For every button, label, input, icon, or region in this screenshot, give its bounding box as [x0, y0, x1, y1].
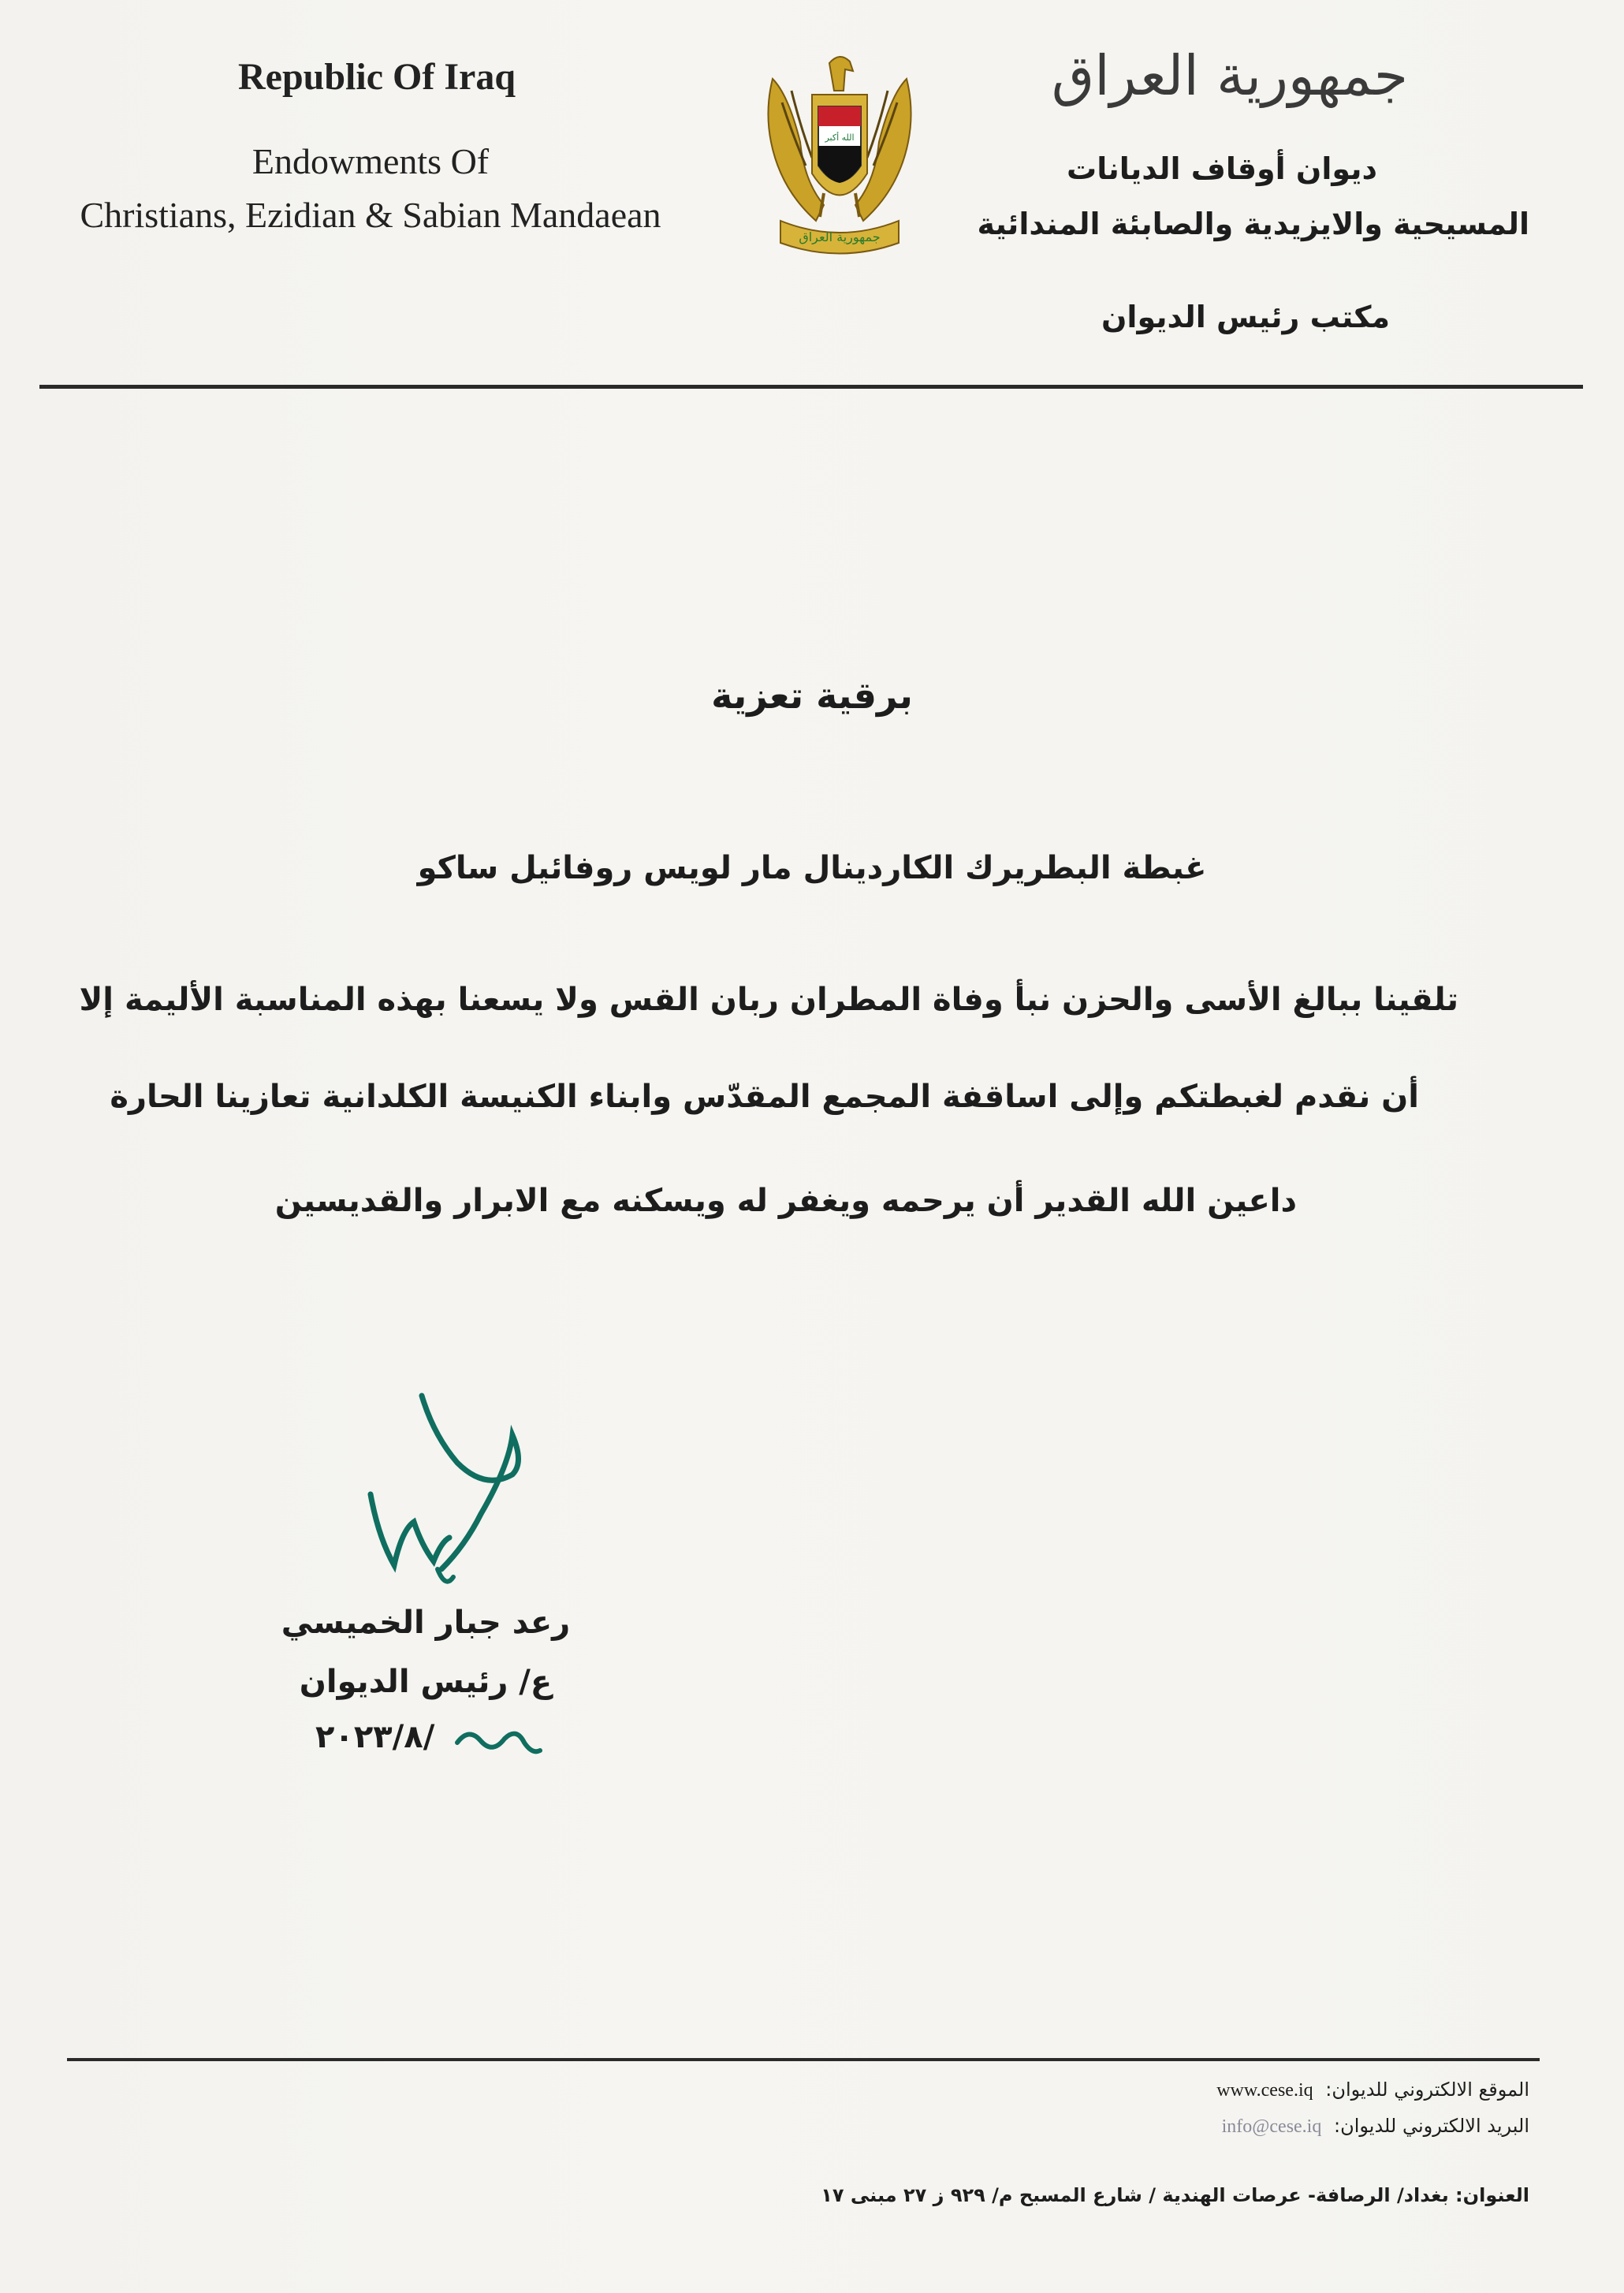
date-day-handwritten	[449, 1719, 544, 1766]
header-en-title: Republic Of Iraq	[237, 56, 516, 98]
header-divider	[39, 385, 1583, 389]
footer-email-row	[1088, 2115, 1529, 2146]
signatory-name: رعد جبار الخميسي	[281, 1605, 571, 1641]
signatory-title: ع/ رئيس الديوان	[299, 1664, 553, 1700]
footer-email-label: البريد الالكتروني للديوان:	[1334, 2115, 1529, 2137]
letter-body-line3: داعين الله القدير أن يرحمه ويغفر له ويسكنه مع الابرار والقديسين	[274, 1183, 1297, 1219]
footer-address: العنوان: بغداد/ الرصافة- عرصات الهندية / شارع المسبح م/ ٩٢٩ ز ٢٧ مبنى ١٧	[821, 2184, 1529, 2206]
header-en-line2: Christians, Ezidian & Sabian Mandaean	[80, 195, 661, 235]
footer-website[interactable]: www.cese.iq	[1216, 2080, 1313, 2101]
signature-date: ٢٠٢٣/٨/	[315, 1719, 435, 1755]
iraq-emblem-icon	[757, 47, 922, 268]
header-ar-title: جمهورية العراق	[1051, 43, 1409, 108]
letter-recipient: غبطة البطريرك الكاردينال مار لويس روفائيل ساكو	[417, 850, 1207, 886]
letter-body-line1: تلقينا ببالغ الأسى والحزن نبأ وفاة المطران ربان القس ولا يسعنا بهذه المناسبة الأليمة إلا	[79, 982, 1458, 1018]
emblem-flag-text: الله أكبر	[825, 132, 855, 143]
footer-email[interactable]: info@cese.iq	[1221, 2116, 1322, 2137]
header-ar-line1: ديوان أوقاف الديانات	[1067, 151, 1377, 186]
header-ar-line2: المسيحية والايزيدية والصابئة المندائية	[977, 207, 1529, 241]
header-ar-office: مكتب رئيس الديوان	[1101, 300, 1390, 334]
footer-website-label: الموقع الالكتروني للديوان:	[1325, 2079, 1529, 2101]
handwritten-signature	[347, 1388, 552, 1609]
footer-divider	[67, 2058, 1540, 2061]
footer-website-row	[1088, 2079, 1529, 2110]
emblem-scroll-text: جمهورية العراق	[799, 229, 881, 244]
header-en-line1: Endowments Of	[251, 141, 490, 181]
letter-body-line2: أن نقدم لغبطتكم وإلى اساقفة المجمع المقدّس وابناء الكنيسة الكلدانية تعازينا الحارة	[110, 1079, 1419, 1115]
letter-title: برقية تعزية	[711, 674, 913, 717]
